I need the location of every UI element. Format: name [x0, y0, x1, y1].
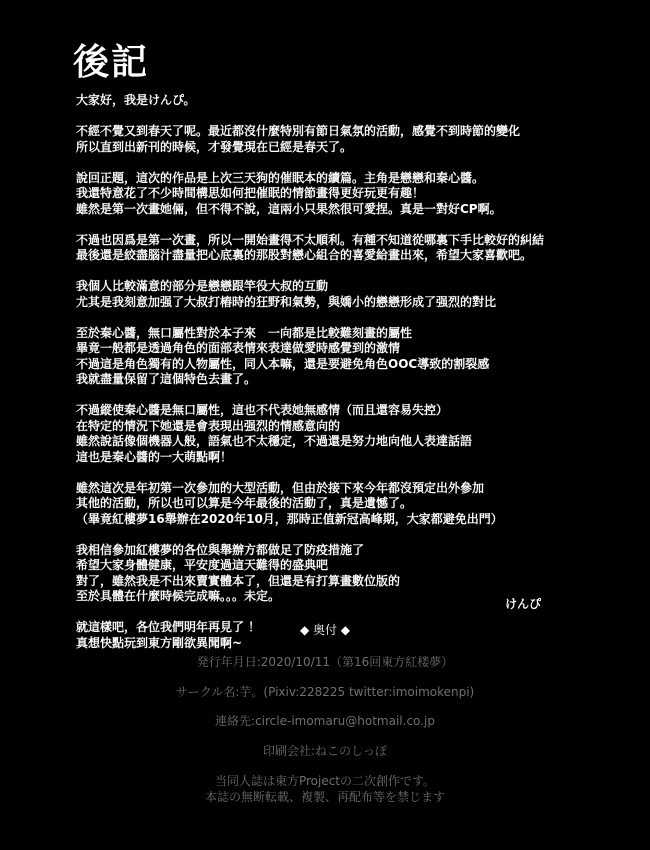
text-line: 至於具體在什麼時候完成嘛。。。未定。 [76, 589, 281, 603]
colophon-contact: 連絡先:circle-imomaru@hotmail.co.jp [215, 714, 435, 728]
paragraph-kokoro [76, 326, 616, 388]
text-line: 我個人比較滿意的部分是戀戀跟竿役大叔的互動 [76, 279, 329, 293]
text-line: （畢竟紅樓夢16舉辦在2020年10月，那時正值新冠高峰期，大家都避免出門） [76, 511, 503, 526]
paragraph-first-time [76, 233, 616, 264]
text-line: 其他的活動，所以也可以算是今年最後的活動了，真是遺憾了。 [76, 496, 413, 510]
text-line: 大家好，我是けんぴ。 [76, 93, 196, 107]
paragraph-spring [76, 124, 616, 155]
text-line: 真想快點玩到東方剛欲異聞啊~ [76, 635, 243, 650]
paragraph-event [76, 481, 616, 528]
text-line: 對了，雖然我是不出來賣實體本了，但還是有打算畫數位版的 [76, 573, 401, 588]
paragraph-emotions [76, 403, 616, 465]
text-line: 我相信參加紅樓夢的各位與舉辦方都做足了防疫措施了 [76, 542, 365, 557]
text-line: 雖然說話像個機器人般，語氣也不太穩定，不過還是努力地向他人表達話語 [76, 434, 473, 448]
colophon-printer: 印刷会社:ねこのしっぽ [262, 744, 388, 758]
text-line: 不過這是角色獨有的人物屬性，同人本嘛，還是要避免角色OOC導致的割裂感 [76, 356, 490, 371]
colophon-header: ◆ 奥付 ◆ [299, 623, 351, 637]
text-line: 雖然這次是年初第一次參加的大型活動，但由於接下來今年都沒預定出外參加 [76, 480, 485, 495]
colophon-notice-derivative: 当同人誌は東方Projectの二次創作です。 [214, 774, 436, 788]
text-line: 說回正題，這次的作品是上次三天狗的催眠本的續篇。主角是戀戀和秦心醬。 [76, 170, 485, 185]
text-line: 這也是秦心醬的一大萌點啊！ [76, 449, 233, 464]
text-line: 希望大家身體健康，平安度過這天難得的盛典吧 [76, 558, 329, 572]
colophon-notice-rights: 本誌の無断転載、複製、再配布等を禁じます [204, 790, 445, 804]
author-signature: けんぴ [505, 597, 542, 611]
text-line: 就這樣吧，各位我們明年再見了 ！ [76, 620, 261, 634]
text-line: 尤其是我刻意加强了大叔打樁時的狂野和氣勢，與嬌小的戀戀形成了强烈的對比 [76, 294, 497, 309]
text-line: 雖然是第一次畫她倆，但不得不說，這兩小只果然很可愛捏。真是一對好CP啊。 [76, 201, 502, 216]
text-line: 最後還是絞盡腦汁盡量把心底裏的那股對戀心組合的喜愛給畫出來，希望大家喜歡吧。 [76, 248, 533, 262]
text-line: 不經不覺又到春天了呢。最近都沒什麼特別有節日氣氛的活動，感覺不到時節的變化 [76, 124, 521, 138]
text-line: 不過也因爲是第一次畫，所以一開始畫得不太順利。有種不知道從哪裏下手比較好的糾結 [76, 232, 545, 247]
paragraph-favorite-part [76, 279, 616, 310]
text-line: 所以直到出新刊的時候，才發覺現在已經是春天了。 [76, 139, 353, 154]
colophon-circle: サークル名:芋。(Pixiv:228225 twitter:imoimokenpi) [175, 685, 475, 699]
text-line: 我就盡量保留了這個特色去畫了。 [76, 372, 257, 386]
text-line: 畢竟一般都是透過角色的面部表情來表達做愛時感覺到的激情 [76, 341, 401, 355]
afterword-body [76, 93, 616, 667]
text-line: 在特定的情況下她還是會表現出强烈的情感意向的 [76, 418, 341, 433]
text-line: 我還特意花了不少時間構思如何把催眠的情節畫得更好玩更有趣！ [76, 186, 425, 200]
paragraph-greeting [76, 93, 616, 109]
text-line: 不過縱使秦心醬是無口屬性，這也不代表她無感情（而且還容易失控） [76, 403, 449, 417]
colophon-release-date: 発行年月日:2020/10/11（第16回東方紅楼夢） [196, 655, 454, 669]
text-line: 至於秦心醬，無口屬性對於本子來 一向都是比較難刻畫的屬性 [76, 325, 413, 340]
page-title: 後記 [73, 42, 150, 83]
paragraph-work-intro [76, 171, 616, 218]
